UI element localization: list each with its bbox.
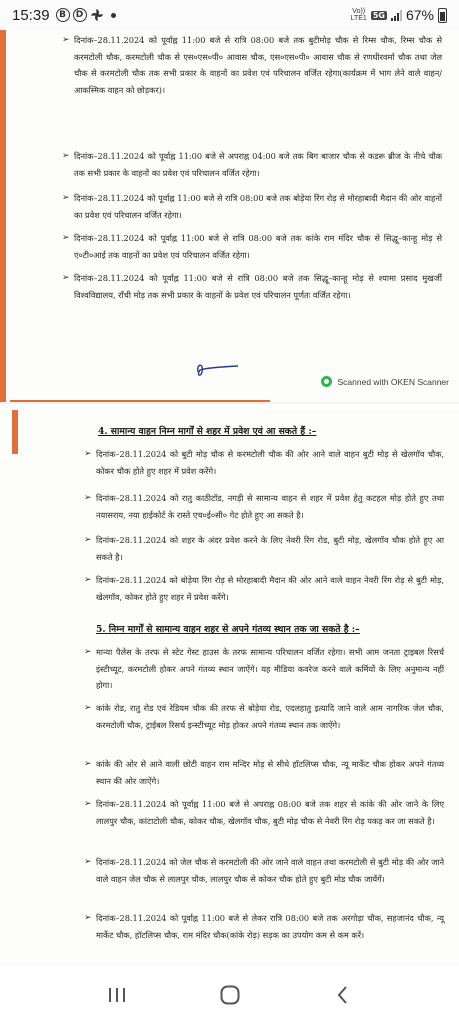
d-circle-icon: D (73, 8, 87, 22)
list-item (84, 796, 444, 829)
status-bar (0, 0, 459, 30)
recent-apps-button[interactable] (97, 975, 137, 1015)
list-item (84, 910, 444, 943)
arrow-bullet-icon: ➢ (62, 193, 70, 203)
list-item (84, 532, 444, 565)
list-item-text: दिनांक–28.11.2024 को जेल चौक से करमटोली की ओर जाने वाले वाहन तथा करमटोली से बुटी मोड़ की ओर जाने वाले वाहन जेल चौक से लालपुर चौक, लालपुर चौक से कोकर चौक होते हुए बुटी मोड चौक जायेंगें। (96, 857, 444, 884)
navigation-bar (0, 966, 459, 1024)
more-notifications-dot-icon (111, 13, 116, 18)
scanned-page-2 (0, 410, 459, 966)
page-margin-rule (0, 30, 6, 402)
arrow-bullet-icon: ➢ (62, 273, 70, 283)
status-time: 15:39 (12, 6, 50, 24)
arrow-bullet-icon: ➢ (84, 575, 92, 585)
list-item-text: दिनांक–28.11.2024 को पूर्वाह्न 11:00 बजे से रात्रि 08:00 बजे तक बुटीमोड़ चौक से रिम्स चौक, रिम्स चौक से करमटोली चौक, करमटोली चौक से एस०एस०पी० आवास चौक, एस०एस०पी० आवास चौक से रणधीरवर्मा चौक तथा जेल चौक से करमटोली चौक तक सभी प्रकार के वाहनों का प्रवेश एवं परिचालन वर्जित रहेगा(कार्यक्रम में भाग लेने वाले वाहन/आकस्मिक वाहन को छोड़कर)। (74, 35, 442, 95)
arrow-bullet-icon: ➢ (84, 535, 92, 545)
network-type-badge: 5G (372, 10, 385, 20)
battery-icon (438, 8, 447, 23)
recent-apps-icon (106, 985, 128, 1005)
section-4-title: 4. सामान्य वाहन निम्न मार्गों से शहर में प्रवेश एवं आ सकते हैं :– (98, 426, 317, 437)
arrow-bullet-icon: ➢ (84, 449, 92, 459)
pinwheel-icon (90, 8, 104, 22)
b-circle-icon: B (56, 8, 70, 22)
arrow-bullet-icon: ➢ (62, 151, 70, 161)
list-item (62, 270, 442, 303)
list-item-text: कांके रोड, रातु रोड एवं रेडियम चौक की तरफ से बोड़ेया रोड, एदलहातु इत्यादि जाने वाले आम नागरिक जेल चौक, करमटोली चौक, ट्राईबल रिसर्च इन्स्टीच्यूट मोड़ होकर अपने गंतव्य स्थान तक जाऐंगे। (96, 703, 444, 730)
scanner-watermark-text: Scanned with OKEN Scanner (337, 376, 449, 387)
arrow-bullet-icon: ➢ (84, 759, 92, 769)
battery-percent: 67% (405, 7, 434, 23)
arrow-bullet-icon: ➢ (84, 703, 92, 713)
volte-indicator (351, 8, 367, 22)
arrow-bullet-icon: ➢ (84, 913, 92, 923)
list-item-text: दिनांक–28.11.2024 को पूर्वाह्न 11:00 बजे से लेकर रात्रि 08:00 बजे तक अरगोड़ा चौक, सहजानंद चौक, न्यू मार्केट चौक, हॉटलिप्स चौक, राम मंदिर चौक(कांके रोड़) सड़क का उपयोग कम से कम करें। (96, 913, 444, 940)
arrow-bullet-icon: ➢ (84, 857, 92, 867)
list-item (84, 644, 444, 694)
page-bottom-rule (10, 400, 270, 403)
list-item-text: दिनांक–28.11.2024 को बुटी मोड़ चौक से करमटोली चौक की ओर आने वाले वाहन बुटी मोड़ से खेलगॉव चौक, कोकर चौक होते हुए शहर में प्रवेश करेंगे। (96, 449, 444, 476)
home-icon (219, 984, 241, 1006)
list-item (84, 700, 444, 733)
back-icon (333, 984, 353, 1006)
list-item-text: दिनांक–28.11.2024 को पूर्वाह्न 11:00 बजे से रात्रि 08:00 बजे तक सिद्धू–कान्हू मोड़ से श्यामा प्रसाद मुखर्जी विश्वविद्यालय, रॉंची मोड़ तक सभी प्रकार के वाहनों के प्रवेश एवं परिचालन पूर्णतः वर्जित रहेगा। (74, 273, 442, 300)
list-item-text: कांके की ओर से आने वाली छोटी वाहन राम मन्दिर मोड़ से सीधे हॉटलिप्स चौक, न्यू मार्केट चौक होकर अपने गंतव्य स्थान की ओर जाऐंगे। (96, 759, 444, 786)
list-item (62, 230, 442, 263)
section-5-title: 5. निम्न मार्गों से सामान्य वाहन शहर से अपने गंतव्य स्थान तक जा सकते है :– (96, 624, 360, 635)
list-item-text: दिनांक–28.11.2024 को शहर के अंदर प्रवेश करने के लिए नेवरी रिंग रोड, बुटी मोड़, खेलगॉव चौक होते हुए आ सकते है। (96, 535, 444, 562)
signal-strength-icon (391, 10, 402, 21)
signature-icon (192, 358, 242, 380)
volte-line2: LTE1 (350, 15, 367, 22)
list-item (62, 190, 442, 223)
list-item (84, 572, 444, 605)
list-item (84, 446, 444, 479)
list-item-text: दिनांक–28.11.2024 को रातु काठीटॉड, नगड़ी से सामान्य वाहन से शहर में प्रवेश हेतु कटहल मोड़ होते हुए तथा नयासराय, नया हाईकोर्ट के रास्ते एच०ई०सी० गेट होते हुए आ सकते है। (96, 493, 444, 520)
list-item (62, 148, 442, 181)
list-item-text: दिनांक–28.11.2024 को पूर्वाह्न 11:00 बजे से अपराह्न 04:00 बजे तक बिग बाजार चौक से कडरू ब्रीज के नीचे चौक तक सभी प्रकार के वाहनों का प्रवेश एवं परिचालन वर्जित रहेगा। (74, 151, 442, 178)
list-item-text: दिनांक–28.11.2024 को बोड़ेया रिंग रोड़ से मोरहाबादी मैदान की ओर आने वाले वाहन नेवरी रिंग रोड़ से बुटी मोड़, खेलगॉव, कोकर होते हुए शहर में प्रवेश करेंगे। (96, 575, 444, 602)
list-item-text: दिनांक–28.11.2024 को पूर्वाह्न 11:00 बजे से अपराह्न 08:00 बजे तक शहर से कांके की ओर जाने के लिए लालपुर चौक, कांटाटोली चौक, कोकर चौक, खेलगॉव चौक, बुटी मोड़ चौक से नेवरी रिंग रोड़ पकड़ कर जा सकते है। (96, 799, 444, 826)
status-right (351, 7, 447, 23)
scanner-watermark (321, 376, 449, 387)
list-item (62, 32, 442, 98)
volte-line1: Vo)) (352, 8, 366, 15)
arrow-bullet-icon: ➢ (84, 493, 92, 503)
scanned-page-1 (0, 30, 459, 404)
arrow-bullet-icon: ➢ (62, 35, 70, 45)
arrow-bullet-icon: ➢ (62, 233, 70, 243)
page-margin-rule (12, 410, 18, 454)
list-item-text: दिनांक–28.11.2024 को पूर्वाह्न 11:00 बजे से रात्रि 08:00 बजे तक बोड़ेया रिंग रोड़ से मोरहाबादी मैदान की ओर वाहनों का प्रवेश एवं परिचालन वर्जित रहेगा। (74, 193, 442, 220)
back-button[interactable] (323, 975, 363, 1015)
arrow-bullet-icon: ➢ (84, 647, 92, 657)
oken-scanner-logo-icon (321, 376, 332, 387)
list-item (84, 756, 444, 789)
list-item (84, 854, 444, 887)
list-item-text: मान्या पैलेस के तरफ से स्टेट गेस्ट हाउस के तरफ सामान्य परिचालन वर्जित रहेगा। सभी आम जनता ट्राइबल रिसर्च इंस्टीच्यूट, करमटोली होकर अपने गंतव्य स्थान जाऐंगे। यह मीडिया कवरेज करने वाले कर्मियों के लिए अनुमान्य नहीं होगा। (96, 647, 444, 690)
list-item-text: दिनांक–28.11.2024 को पूर्वाह्न 11:00 बजे से रात्रि 08:00 बजे तक कांके राम मंदिर चौक से सिद्धू–कान्हू मोड़ से ए०टी०आई तक वाहनों का प्रवेश एवं परिचालन वर्जित रहेगा। (74, 233, 442, 260)
arrow-bullet-icon: ➢ (84, 799, 92, 809)
home-button[interactable] (210, 975, 250, 1015)
list-item (84, 490, 444, 523)
